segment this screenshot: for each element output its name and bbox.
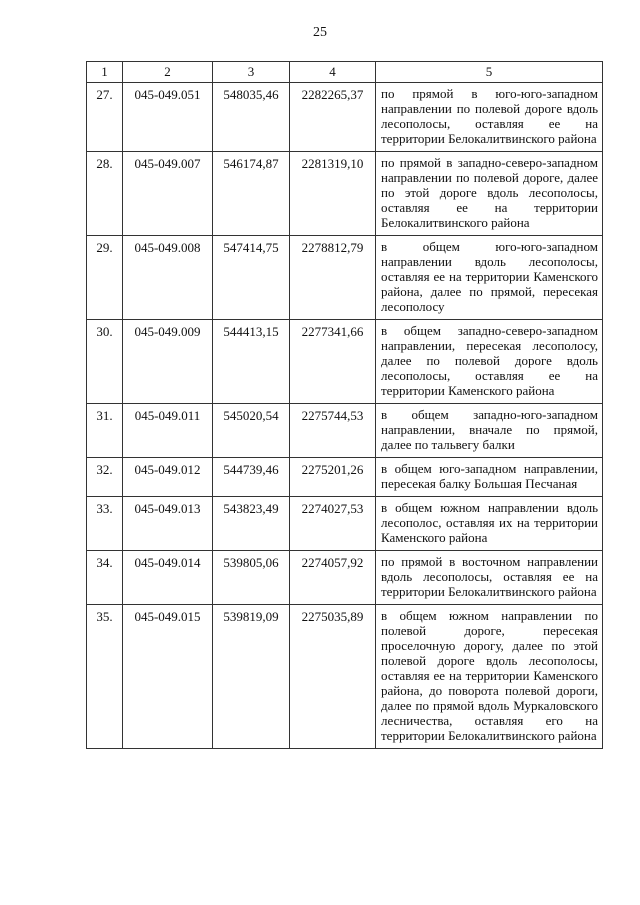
boundary-description: в общем южном направлении вдоль лесополос, оставляя их на территории Каменского района xyxy=(376,497,603,551)
table-row xyxy=(87,458,603,497)
coordinate-x: 544413,15 xyxy=(213,320,290,404)
coordinate-y: 2274057,92 xyxy=(290,551,376,605)
table-row xyxy=(87,497,603,551)
coordinate-x: 548035,46 xyxy=(213,83,290,152)
coordinate-x: 547414,75 xyxy=(213,236,290,320)
coordinate-x: 545020,54 xyxy=(213,404,290,458)
table-row xyxy=(87,320,603,404)
row-number: 35. xyxy=(87,605,123,749)
point-code: 045-049.015 xyxy=(123,605,213,749)
coordinate-y: 2274027,53 xyxy=(290,497,376,551)
column-header: 3 xyxy=(213,62,290,83)
table-row xyxy=(87,605,603,749)
row-number: 29. xyxy=(87,236,123,320)
point-code: 045-049.011 xyxy=(123,404,213,458)
column-header: 2 xyxy=(123,62,213,83)
coordinate-y: 2282265,37 xyxy=(290,83,376,152)
row-number: 31. xyxy=(87,404,123,458)
coordinate-x: 543823,49 xyxy=(213,497,290,551)
row-number: 33. xyxy=(87,497,123,551)
point-code: 045-049.014 xyxy=(123,551,213,605)
table-row xyxy=(87,83,603,152)
table-row xyxy=(87,236,603,320)
boundary-description: в общем юго-юго-западном направлении вдоль лесополосы, оставляя ее на территории Каменского района, далее по прямой, пересекая лесополосу xyxy=(376,236,603,320)
table-row xyxy=(87,404,603,458)
point-code: 045-049.009 xyxy=(123,320,213,404)
page-number: 25 xyxy=(313,25,327,40)
boundary-description: в общем юго-западном направлении, пересекая балку Большая Песчаная xyxy=(376,458,603,497)
boundary-description: в общем южном направлении по полевой дороге, пересекая проселочную дорогу, далее по этой полевой дороге вдоль лесополосы, оставляя ее на территории Каменского района, до поворота полевой дороги, далее по прямой вдоль Муркаловского лесничества, оставляя его на территории Белокалитвинского района xyxy=(376,605,603,749)
boundary-description: в общем западно-северо-западном направлении, пересекая лесополосу, далее по полевой дороге вдоль лесополосы, оставляя ее на территории Каменского района xyxy=(376,320,603,404)
coordinate-y: 2277341,66 xyxy=(290,320,376,404)
row-number: 30. xyxy=(87,320,123,404)
table-header-row xyxy=(87,62,603,83)
row-number: 27. xyxy=(87,83,123,152)
coordinate-y: 2275744,53 xyxy=(290,404,376,458)
coordinate-x: 539805,06 xyxy=(213,551,290,605)
column-header: 1 xyxy=(87,62,123,83)
column-header: 5 xyxy=(376,62,603,83)
boundary-description: по прямой в западно-северо-западном направлении по полевой дороге, далее по этой дороге вдоль лесополосы, оставляя ее на территории Белокалитвинского района xyxy=(376,152,603,236)
column-header: 4 xyxy=(290,62,376,83)
point-code: 045-049.012 xyxy=(123,458,213,497)
point-code: 045-049.007 xyxy=(123,152,213,236)
coordinate-x: 539819,09 xyxy=(213,605,290,749)
coordinate-y: 2275035,89 xyxy=(290,605,376,749)
coordinate-y: 2278812,79 xyxy=(290,236,376,320)
point-code: 045-049.008 xyxy=(123,236,213,320)
boundary-description: по прямой в юго-юго-западном направлении по полевой дороге вдоль лесополосы, оставляя ее на территории Белокалитвинского района xyxy=(376,83,603,152)
table-row xyxy=(87,152,603,236)
row-number: 32. xyxy=(87,458,123,497)
row-number: 28. xyxy=(87,152,123,236)
boundary-description: по прямой в восточном направлении вдоль лесополосы, оставляя ее на территории Белокалитвинского района xyxy=(376,551,603,605)
coordinate-x: 544739,46 xyxy=(213,458,290,497)
boundary-points-table xyxy=(86,61,603,749)
point-code: 045-049.051 xyxy=(123,83,213,152)
boundary-description: в общем западно-юго-западном направлении, вначале по прямой, далее по тальвегу балки xyxy=(376,404,603,458)
point-code: 045-049.013 xyxy=(123,497,213,551)
coordinate-y: 2281319,10 xyxy=(290,152,376,236)
row-number: 34. xyxy=(87,551,123,605)
coordinate-y: 2275201,26 xyxy=(290,458,376,497)
coordinate-x: 546174,87 xyxy=(213,152,290,236)
table-row xyxy=(87,551,603,605)
